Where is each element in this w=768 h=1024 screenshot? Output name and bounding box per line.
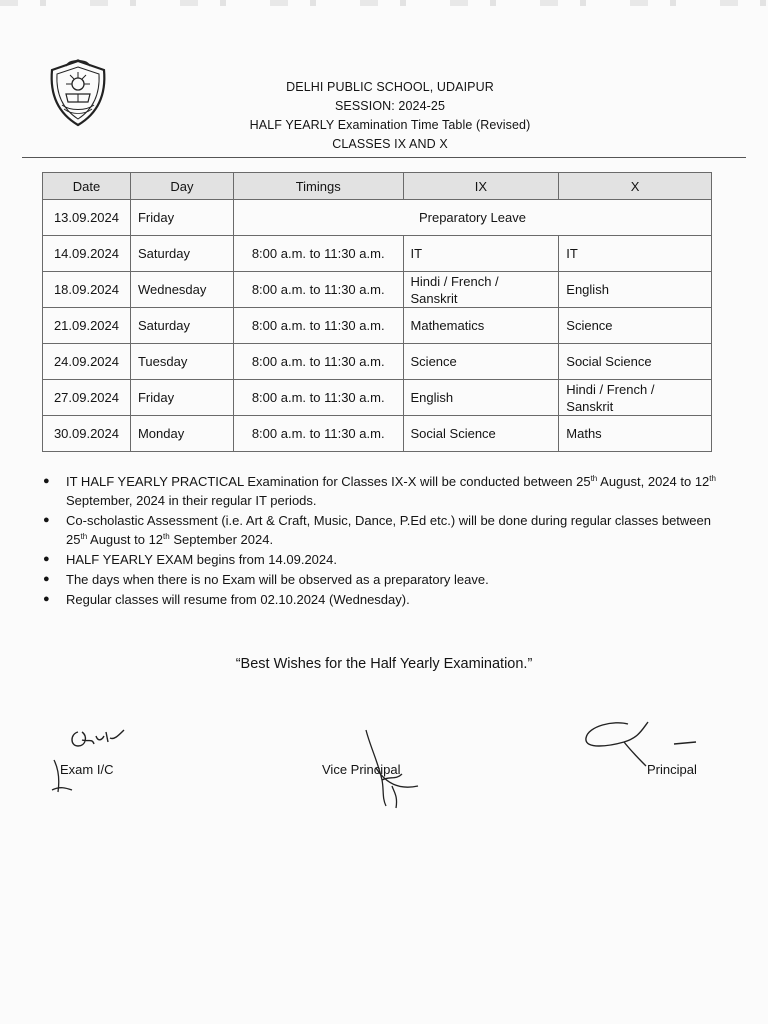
note-item — [40, 590, 730, 609]
subject-line: Hindi / French / — [410, 273, 499, 289]
bullet-icon: ● — [43, 573, 50, 585]
date-cell: 24.09.2024 — [43, 344, 131, 380]
class-ix-subject-cell: Mathematics — [403, 308, 559, 344]
bullet-icon: ● — [43, 475, 50, 487]
subject-line: Sanskrit — [410, 290, 458, 306]
note-text: IT HALF YEARLY PRACTICAL Examination for Classes IX-X will be conducted between 25 — [66, 474, 591, 489]
date-cell: 14.09.2024 — [43, 236, 131, 272]
table-row — [43, 236, 712, 272]
note-text: August, 2024 to 12 — [597, 474, 710, 489]
class-ix-subject-cell: Science — [403, 344, 559, 380]
school-crest-icon — [44, 58, 112, 128]
day-cell: Tuesday — [130, 344, 233, 380]
exam-incharge-signature-icon — [48, 718, 138, 800]
table-row — [43, 344, 712, 380]
column-header: Timings — [233, 173, 403, 200]
day-cell: Saturday — [130, 308, 233, 344]
column-header: X — [559, 173, 712, 200]
note-item — [40, 570, 730, 589]
table-header-row — [43, 173, 712, 200]
table-row — [43, 416, 712, 452]
table-row — [43, 380, 712, 416]
date-cell: 27.09.2024 — [43, 380, 131, 416]
bullet-icon: ● — [43, 553, 50, 565]
class-x-subject-cell — [559, 380, 712, 416]
bullet-icon: ● — [43, 593, 50, 605]
day-cell: Saturday — [130, 236, 233, 272]
note-text: August to 12 — [87, 532, 164, 547]
class-ix-subject-cell: Social Science — [403, 416, 559, 452]
note-item — [40, 550, 730, 569]
class-ix-subject-cell: English — [403, 380, 559, 416]
closing-wishes: “Best Wishes for the Half Yearly Examination.” — [235, 656, 533, 672]
note-text: September 2024. — [169, 532, 274, 547]
subject-line: Hindi / French / — [566, 381, 655, 397]
classes-line: CLASSES IX AND X — [332, 137, 448, 151]
bullet-icon: ● — [43, 514, 50, 526]
note-text: September, 2024 in their regular IT periods. — [66, 493, 317, 508]
date-cell: 21.09.2024 — [43, 308, 131, 344]
day-cell: Monday — [130, 416, 233, 452]
principal-label: Principal — [647, 762, 697, 777]
note-text: HALF YEARLY EXAM begins from 14.09.2024. — [66, 552, 337, 567]
table-row — [43, 272, 712, 308]
ordinal-suffix: th — [709, 474, 716, 483]
column-header: Date — [43, 173, 131, 200]
preparatory-leave-cell: Preparatory Leave — [233, 200, 711, 236]
class-x-subject-cell: Social Science — [559, 344, 712, 380]
date-cell: 30.09.2024 — [43, 416, 131, 452]
timing-cell: 8:00 a.m. to 11:30 a.m. — [233, 308, 403, 344]
table-row — [43, 308, 712, 344]
note-item — [40, 511, 730, 549]
vice-principal-label: Vice Principal — [322, 762, 401, 777]
note-text: The days when there is no Exam will be observed as a preparatory leave. — [66, 572, 489, 587]
header-divider — [22, 157, 746, 158]
table-row — [43, 200, 712, 236]
timing-cell: 8:00 a.m. to 11:30 a.m. — [233, 380, 403, 416]
school-name: DELHI PUBLIC SCHOOL, UDAIPUR — [286, 80, 494, 94]
class-x-subject-cell: English — [559, 272, 712, 308]
date-cell: 18.09.2024 — [43, 272, 131, 308]
document-header — [190, 78, 590, 154]
session: SESSION: 2024-25 — [335, 99, 445, 113]
class-x-subject-cell: Maths — [559, 416, 712, 452]
class-x-subject-cell: Science — [559, 308, 712, 344]
timing-cell: 8:00 a.m. to 11:30 a.m. — [233, 416, 403, 452]
notes-list — [40, 472, 730, 610]
scan-edge — [0, 0, 768, 6]
column-header: Day — [130, 173, 233, 200]
subject-line: Sanskrit — [566, 398, 614, 414]
timing-cell: 8:00 a.m. to 11:30 a.m. — [233, 272, 403, 308]
timing-cell: 8:00 a.m. to 11:30 a.m. — [233, 344, 403, 380]
document-title: HALF YEARLY Examination Time Table (Revised) — [249, 118, 531, 132]
exam-incharge-label: Exam I/C — [60, 762, 114, 777]
exam-timetable — [42, 172, 712, 452]
day-cell: Friday — [130, 380, 233, 416]
class-ix-subject-cell: IT — [403, 236, 559, 272]
ordinal-suffix: th — [163, 532, 170, 541]
note-text: Co-scholastic Assessment (i.e. Art & Craft, Music, Dance, P.Ed etc.) will be done during regular classes between 25 — [66, 513, 711, 547]
class-x-subject-cell: IT — [559, 236, 712, 272]
date-cell: 13.09.2024 — [43, 200, 131, 236]
note-text: Regular classes will resume from 02.10.2024 (Wednesday). — [66, 592, 410, 607]
note-item — [40, 472, 730, 510]
ordinal-suffix: th — [80, 532, 88, 541]
ordinal-suffix: th — [590, 474, 598, 483]
class-ix-subject-cell — [403, 272, 559, 308]
timing-cell: 8:00 a.m. to 11:30 a.m. — [233, 236, 403, 272]
day-cell: Wednesday — [130, 272, 233, 308]
day-cell: Friday — [130, 200, 233, 236]
column-header: IX — [403, 173, 559, 200]
